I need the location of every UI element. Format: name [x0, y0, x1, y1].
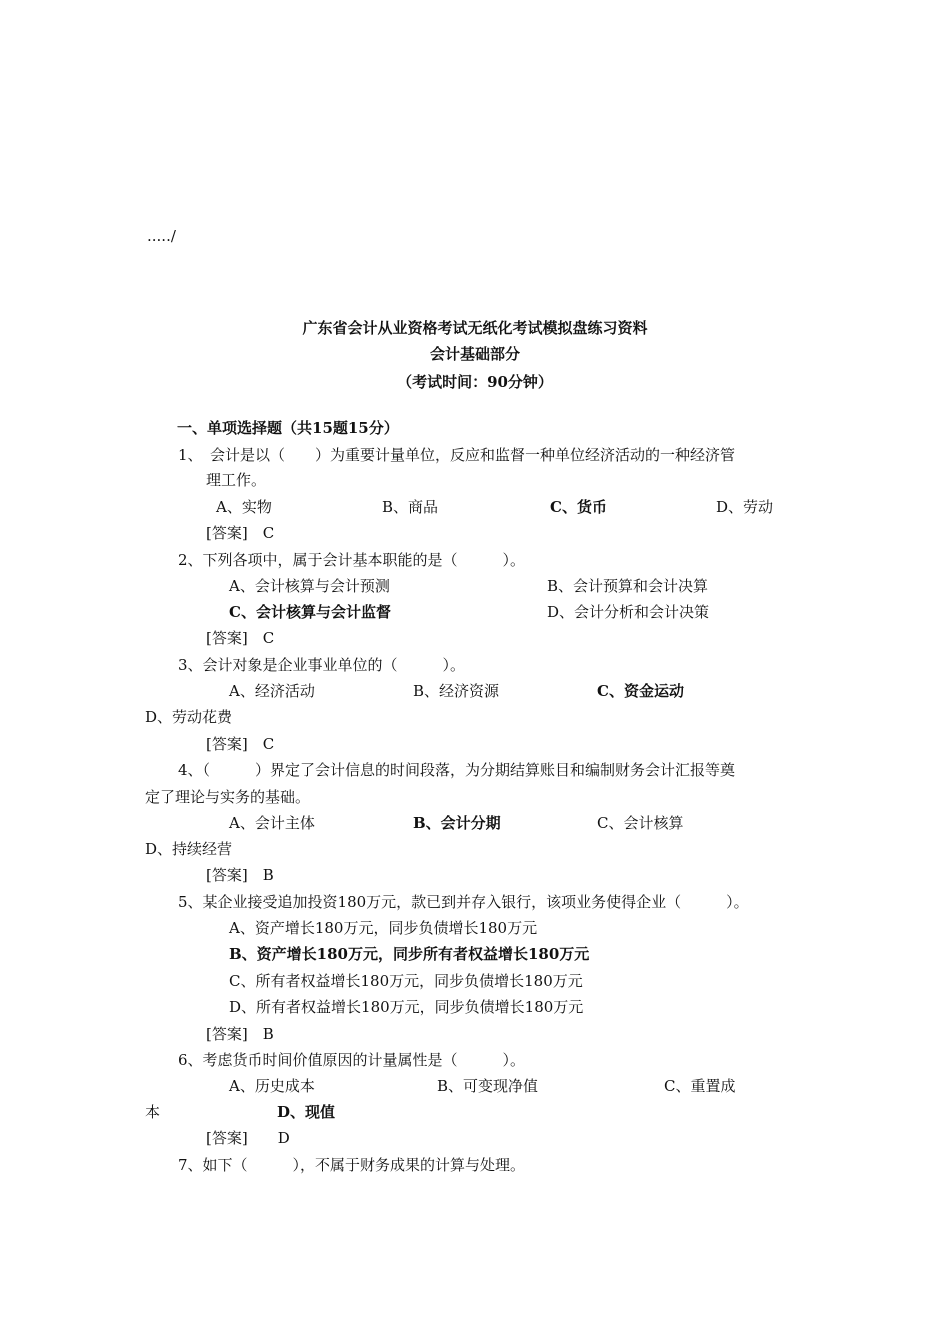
option-b: B、商品 — [382, 498, 439, 516]
document-subtitle: 会计基础部分 — [429, 345, 520, 363]
question-stem: 4、（ ）界定了会计信息的时间段落，为分期结算账目和编制财务会计汇报等奠 — [178, 761, 736, 779]
option-d: D、劳动 — [716, 498, 774, 516]
question-stem: 7、如下（ ），不属于财务成果的计算与处理。 — [178, 1156, 526, 1174]
option-c-correct: C、资金运动 — [597, 682, 684, 700]
section-heading: 一、单项选择题（共15题15分） — [177, 419, 399, 437]
option-c: C、所有者权益增长180万元，同步负债增长180万元 — [229, 972, 583, 990]
question-stem: 3、会计对象是企业事业单位的（ ）。 — [178, 656, 466, 674]
answer: [答案] C — [206, 524, 275, 542]
option-c: C、重置成 — [664, 1077, 736, 1095]
option-c-continued: 本 — [145, 1103, 161, 1121]
option-b: B、可变现净值 — [437, 1077, 539, 1095]
option-a: A、历史成本 — [229, 1077, 315, 1095]
option-b-correct: B、资产增长180万元，同步所有者权益增长180万元 — [229, 945, 590, 963]
option-b-correct: B、会计分期 — [413, 814, 501, 832]
question-stem: 2、下列各项中，属于会计基本职能的是（ ）。 — [178, 551, 526, 569]
answer: [答案] B — [206, 1025, 274, 1043]
option-a: A、经济活动 — [229, 682, 315, 700]
option-d: D、会计分析和会计决策 — [547, 603, 710, 621]
option-b: B、经济资源 — [413, 682, 500, 700]
question-stem-continued: 理工作。 — [206, 471, 267, 489]
question-stem-continued: 定了理论与实务的基础。 — [145, 788, 311, 806]
option-a: A、资产增长180万元，同步负债增长180万元 — [229, 919, 538, 937]
option-a: A、会计核算与会计预测 — [229, 577, 390, 595]
option-b: B、会计预算和会计决算 — [547, 577, 709, 595]
answer: [答案] B — [206, 866, 274, 884]
document-title: 广东省会计从业资格考试无纸化考试模拟盘练习资料 — [302, 319, 648, 337]
answer: [答案] C — [206, 629, 275, 647]
question-stem: 6、考虑货币时间价值原因的计量属性是（ ）。 — [178, 1051, 526, 1069]
option-a: A、实物 — [216, 498, 272, 516]
option-c: C、会计核算 — [597, 814, 684, 832]
option-d-correct: D、现值 — [277, 1103, 336, 1121]
answer: [答案] C — [206, 735, 275, 753]
option-d: D、劳动花费 — [145, 708, 233, 726]
exam-time: （考试时间：90分钟） — [397, 373, 553, 391]
option-c-correct: C、会计核算与会计监督 — [229, 603, 391, 621]
option-c-correct: C、货币 — [550, 498, 607, 516]
answer: [答案] D — [206, 1129, 290, 1147]
question-stem: 5、某企业接受追加投资180万元，款已到并存入银行，该项业务使得企业（ ）。 — [178, 893, 749, 911]
option-d: D、持续经营 — [145, 840, 233, 858]
header-mark: ...../ — [147, 227, 176, 245]
option-d: D、所有者权益增长180万元，同步负债增长180万元 — [229, 998, 584, 1016]
option-a: A、会计主体 — [229, 814, 315, 832]
question-stem: 1、 会计是以（ ）为重要计量单位，反应和监督一种单位经济活动的一种经济管 — [178, 446, 736, 464]
